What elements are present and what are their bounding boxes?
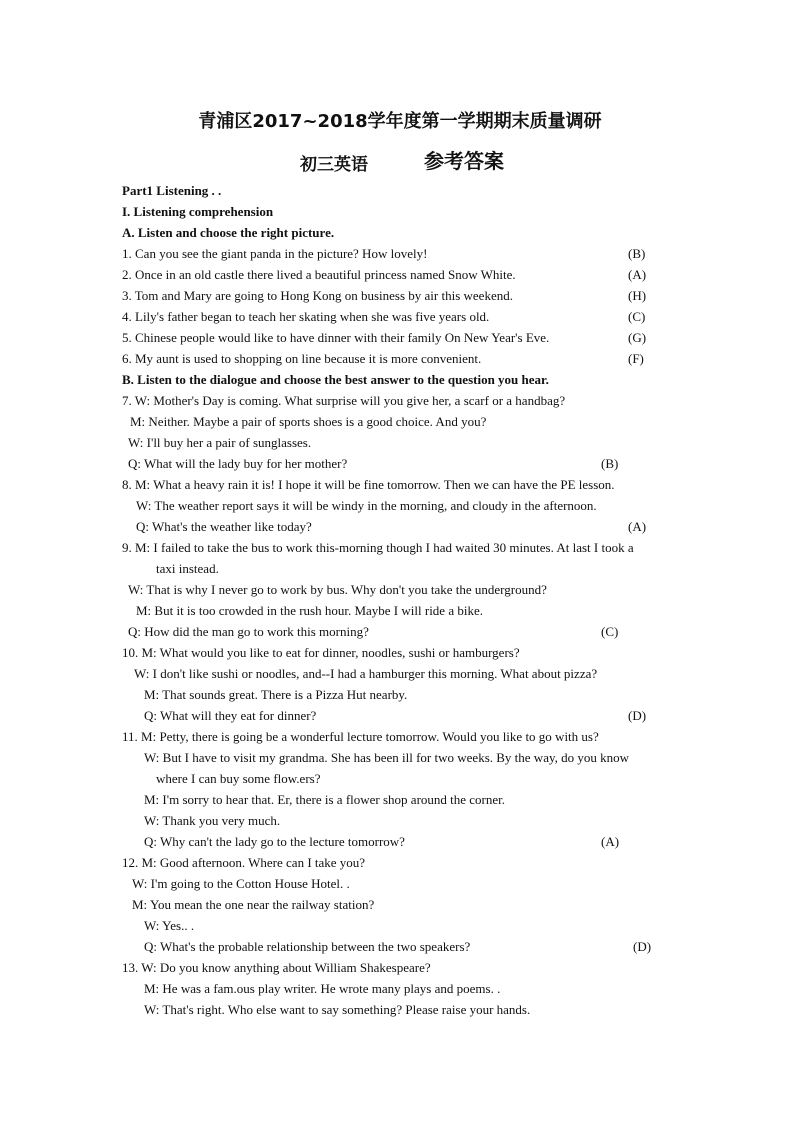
line-text: M: You mean the one near the railway station? — [132, 897, 375, 912]
text-line — [0, 1000, 800, 1020]
text-line — [0, 790, 800, 810]
line-text: W: I'll buy her a pair of sunglasses. — [128, 435, 312, 450]
line-text: M: But it is too crowded in the rush hour. Maybe I will ride a bike. — [136, 603, 483, 618]
text-line — [0, 412, 800, 432]
line-text: W: I don't like sushi or noodles, and--I had a hamburger this morning. What about pizza? — [134, 666, 598, 681]
line-text: 1. Can you see the giant panda in the picture? How lovely! — [122, 246, 428, 261]
text-line — [0, 370, 800, 390]
line-text: 5. Chinese people would like to have dinner with their family On New Year's Eve. — [122, 330, 550, 345]
text-line — [0, 811, 800, 831]
text-line — [0, 286, 800, 306]
line-text: W: Thank you very much. — [144, 813, 281, 828]
line-text: taxi instead. — [156, 561, 219, 576]
line-text: 13. W: Do you know anything about William Shakespeare? — [122, 960, 431, 975]
line-text: Part1 Listening . . — [122, 183, 222, 198]
text-line — [0, 265, 800, 285]
line-text: Q: What's the probable relationship between the two speakers? — [144, 939, 471, 954]
line-text: Q: What will they eat for dinner? — [144, 708, 317, 723]
line-text: where I can buy some flow.ers? — [156, 771, 321, 786]
line-text: 9. M: I failed to take the bus to work this-morning though I had waited 30 minutes. At last I took a — [122, 540, 634, 555]
text-line — [0, 538, 800, 558]
answer-choice: (A) — [628, 267, 647, 282]
line-text: 3. Tom and Mary are going to Hong Kong on business by air this weekend. — [122, 288, 513, 303]
line-text: M: Neither. Maybe a pair of sports shoes is a good choice. And you? — [130, 414, 487, 429]
text-line — [0, 958, 800, 978]
answer-choice: (B) — [601, 456, 619, 471]
text-line — [0, 748, 800, 768]
line-text: 11. M: Petty, there is going be a wonderful lecture tomorrow. Would you like to go with us? — [122, 729, 599, 744]
text-line — [0, 454, 800, 474]
text-line — [0, 349, 800, 369]
page-title: 青浦区2017~2018学年度第一学期期末质量调研 — [198, 111, 602, 132]
answer-key-heading: 参考答案 — [424, 149, 504, 173]
line-text: W: But I have to visit my grandma. She has been ill for two weeks. By the way, do you know — [144, 750, 630, 765]
text-line — [0, 622, 800, 642]
answer-choice: (H) — [628, 288, 647, 303]
text-line — [0, 874, 800, 894]
line-text: Q: Why can't the lady go to the lecture tomorrow? — [144, 834, 405, 849]
answer-choice: (A) — [628, 519, 647, 534]
answer-choice: (C) — [601, 624, 619, 639]
answer-choice: (G) — [628, 330, 647, 345]
text-line — [0, 937, 800, 957]
line-text: 8. M: What a heavy rain it is! I hope it will be fine tomorrow. Then we can have the PE lesson. — [122, 477, 615, 492]
line-text: M: He was a fam.ous play writer. He wrote many plays and poems. . — [144, 981, 501, 996]
answer-choice: (D) — [633, 939, 652, 954]
text-line — [0, 769, 800, 789]
line-text: 10. M: What would you like to eat for dinner, noodles, sushi or hamburgers? — [122, 645, 520, 660]
line-text: 6. My aunt is used to shopping on line because it is more convenient. — [122, 351, 482, 366]
line-text: 12. M: Good afternoon. Where can I take you? — [122, 855, 366, 870]
text-line — [0, 244, 800, 264]
text-line — [0, 328, 800, 348]
answer-choice: (B) — [628, 246, 646, 261]
text-line — [0, 202, 800, 222]
text-line — [0, 853, 800, 873]
text-line — [0, 496, 800, 516]
line-text: Q: What will the lady buy for her mother? — [128, 456, 348, 471]
text-line — [0, 559, 800, 579]
text-line — [0, 643, 800, 663]
line-text: 4. Lily's father began to teach her skating when she was five years old. — [122, 309, 490, 324]
text-line — [0, 580, 800, 600]
line-text: M: I'm sorry to hear that. Er, there is a flower shop around the corner. — [144, 792, 506, 807]
text-line — [0, 307, 800, 327]
text-line — [0, 223, 800, 243]
text-line — [0, 916, 800, 936]
line-text: W: That is why I never go to work by bus. Why don't you take the underground? — [128, 582, 547, 597]
line-text: B. Listen to the dialogue and choose the best answer to the question you hear. — [122, 372, 549, 387]
text-line — [0, 391, 800, 411]
line-text: W: I'm going to the Cotton House Hotel. . — [132, 876, 350, 891]
answer-choice: (D) — [628, 708, 647, 723]
line-text: W: Yes.. . — [144, 918, 195, 933]
text-line — [0, 895, 800, 915]
text-line — [0, 433, 800, 453]
line-text: W: The weather report says it will be windy in the morning, and cloudy in the afternoon. — [136, 498, 597, 513]
line-text: A. Listen and choose the right picture. — [122, 225, 335, 240]
line-text: Q: How did the man go to work this morning? — [128, 624, 369, 639]
text-line — [0, 664, 800, 684]
line-text: 7. W: Mother's Day is coming. What surprise will you give her, a scarf or a handbag? — [122, 393, 566, 408]
text-line — [0, 727, 800, 747]
text-line — [0, 475, 800, 495]
subject-heading: 初三英语 — [300, 155, 368, 175]
line-text: I. Listening comprehension — [122, 204, 274, 219]
text-line — [0, 832, 800, 852]
answer-choice: (C) — [628, 309, 646, 324]
text-line — [0, 706, 800, 726]
answer-choice: (A) — [601, 834, 620, 849]
text-line — [0, 601, 800, 621]
line-text: Q: What's the weather like today? — [136, 519, 312, 534]
text-line — [0, 517, 800, 537]
line-text: 2. Once in an old castle there lived a beautiful princess named Snow White. — [122, 267, 516, 282]
line-text: M: That sounds great. There is a Pizza Hut nearby. — [144, 687, 408, 702]
text-line — [0, 685, 800, 705]
answer-choice: (F) — [628, 351, 644, 366]
text-line — [0, 979, 800, 999]
text-line — [0, 181, 800, 201]
line-text: W: That's right. Who else want to say something? Please raise your hands. — [144, 1002, 531, 1017]
